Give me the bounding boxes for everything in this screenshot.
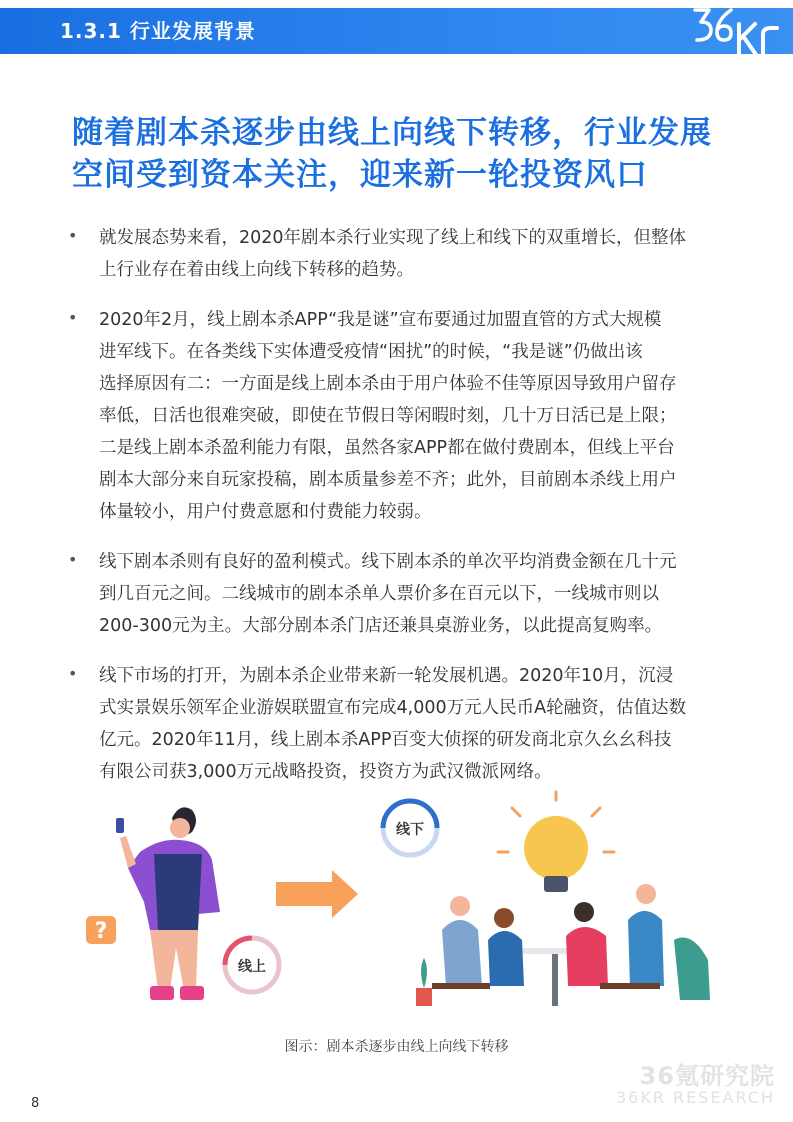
- logo-digit-6: [717, 10, 731, 40]
- 36kr-logo: [687, 2, 787, 58]
- bullet-item: [64, 660, 734, 788]
- online-to-offline-illustration: [80, 790, 720, 1020]
- headline: [72, 112, 732, 196]
- bullet-line: 式实景娱乐领军企业游娱联盟宣布完成4,000万元人民币A轮融资，估值达数: [99, 698, 687, 718]
- online-badge: [225, 938, 279, 992]
- bullet-line: 有限公司获3,000万元战略投资，投资方为武汉微派网络。: [99, 762, 552, 782]
- bullet-line: 线下剧本杀则有良好的盈利模式。线下剧本杀的单次平均消费金额在几十元: [99, 552, 677, 572]
- headline-line: 随着剧本杀逐步由线上向线下转移，行业发展: [72, 115, 712, 151]
- logo-letter-r: [763, 28, 777, 56]
- bullet-line: 就发展态势来看，2020年剧本杀行业实现了线上和线下的双重增长，但整体: [99, 228, 687, 248]
- bullet-line: 剧本大部分来自玩家投稿，剧本质量参差不齐；此外，目前剧本杀线上用户: [99, 470, 677, 490]
- bullet-line: 2020年2月，线上剧本杀APP“我是谜”宣布要通过加盟直管的方式大规模: [99, 310, 662, 330]
- question-mark-icon: [86, 916, 116, 944]
- watermark-brand-cn: 36氪研究院: [639, 1062, 775, 1090]
- bullet-item: [64, 546, 734, 642]
- bullet-icon: •: [68, 664, 78, 683]
- bullet-list: [64, 222, 734, 806]
- bullet-line: 上行业存在着由线上向线下转移的趋势。: [99, 260, 414, 280]
- bullet-line: 二是线上剧本杀盈利能力有限，虽然各家APP都在做付费剧本，但线上平台: [99, 438, 675, 458]
- bullet-icon: •: [68, 308, 78, 327]
- bullet-line: 率低，日活也很难突破，即使在节假日等闲暇时刻，几十万日活已是上限；: [99, 406, 677, 426]
- logo-digit-3: [695, 10, 711, 40]
- meeting-table-figure: [432, 884, 710, 1006]
- bullet-line: 亿元。2020年11月，线上剧本杀APP百变大侦探的研发商北京久幺幺科技: [99, 730, 672, 750]
- light-bulb-icon: [498, 792, 614, 892]
- bullet-line: 进军线下。在各类线下实体遭受疫情“困扰”的时候，“我是谜”仍做出该: [99, 342, 643, 362]
- bullet-line: 选择原因有二：一方面是线上剧本杀由于用户体验不佳等原因导致用户留存: [99, 374, 677, 394]
- woman-with-phone-figure: [116, 807, 220, 1000]
- bullet-line: 200-300元为主。大部分剧本杀门店还兼具桌游业务，以此提高复购率。: [99, 616, 663, 636]
- svg-text:线下: 线下: [396, 822, 424, 838]
- svg-text:?: ?: [94, 919, 108, 944]
- offline-badge: [383, 801, 437, 855]
- transition-arrow-icon: [276, 870, 358, 918]
- section-title: 1.3.1 行业发展背景: [60, 19, 256, 43]
- bullet-line: 体量较小，用户付费意愿和付费能力较弱。: [99, 502, 432, 522]
- bullet-line: 线下市场的打开，为剧本杀企业带来新一轮发展机遇。2020年10月，沉浸: [99, 666, 674, 686]
- bullet-icon: •: [68, 550, 78, 569]
- bullet-item: [64, 222, 734, 286]
- figure-caption: 图示：剧本杀逐步由线上向线下转移: [284, 1039, 509, 1055]
- bullet-item: [64, 304, 734, 528]
- svg-text:线上: 线上: [238, 959, 266, 975]
- plant-icon: [416, 958, 432, 1006]
- page-number: 8: [31, 1096, 40, 1111]
- watermark-brand-en: 36KR RESEARCH: [615, 1088, 775, 1107]
- bullet-line: 到几百元之间。二线城市的剧本杀单人票价多在百元以下，一线城市则以: [99, 584, 659, 604]
- headline-line: 空间受到资本关注，迎来新一轮投资风口: [72, 157, 648, 193]
- logo-letter-k: [739, 24, 757, 56]
- bullet-icon: •: [68, 226, 78, 245]
